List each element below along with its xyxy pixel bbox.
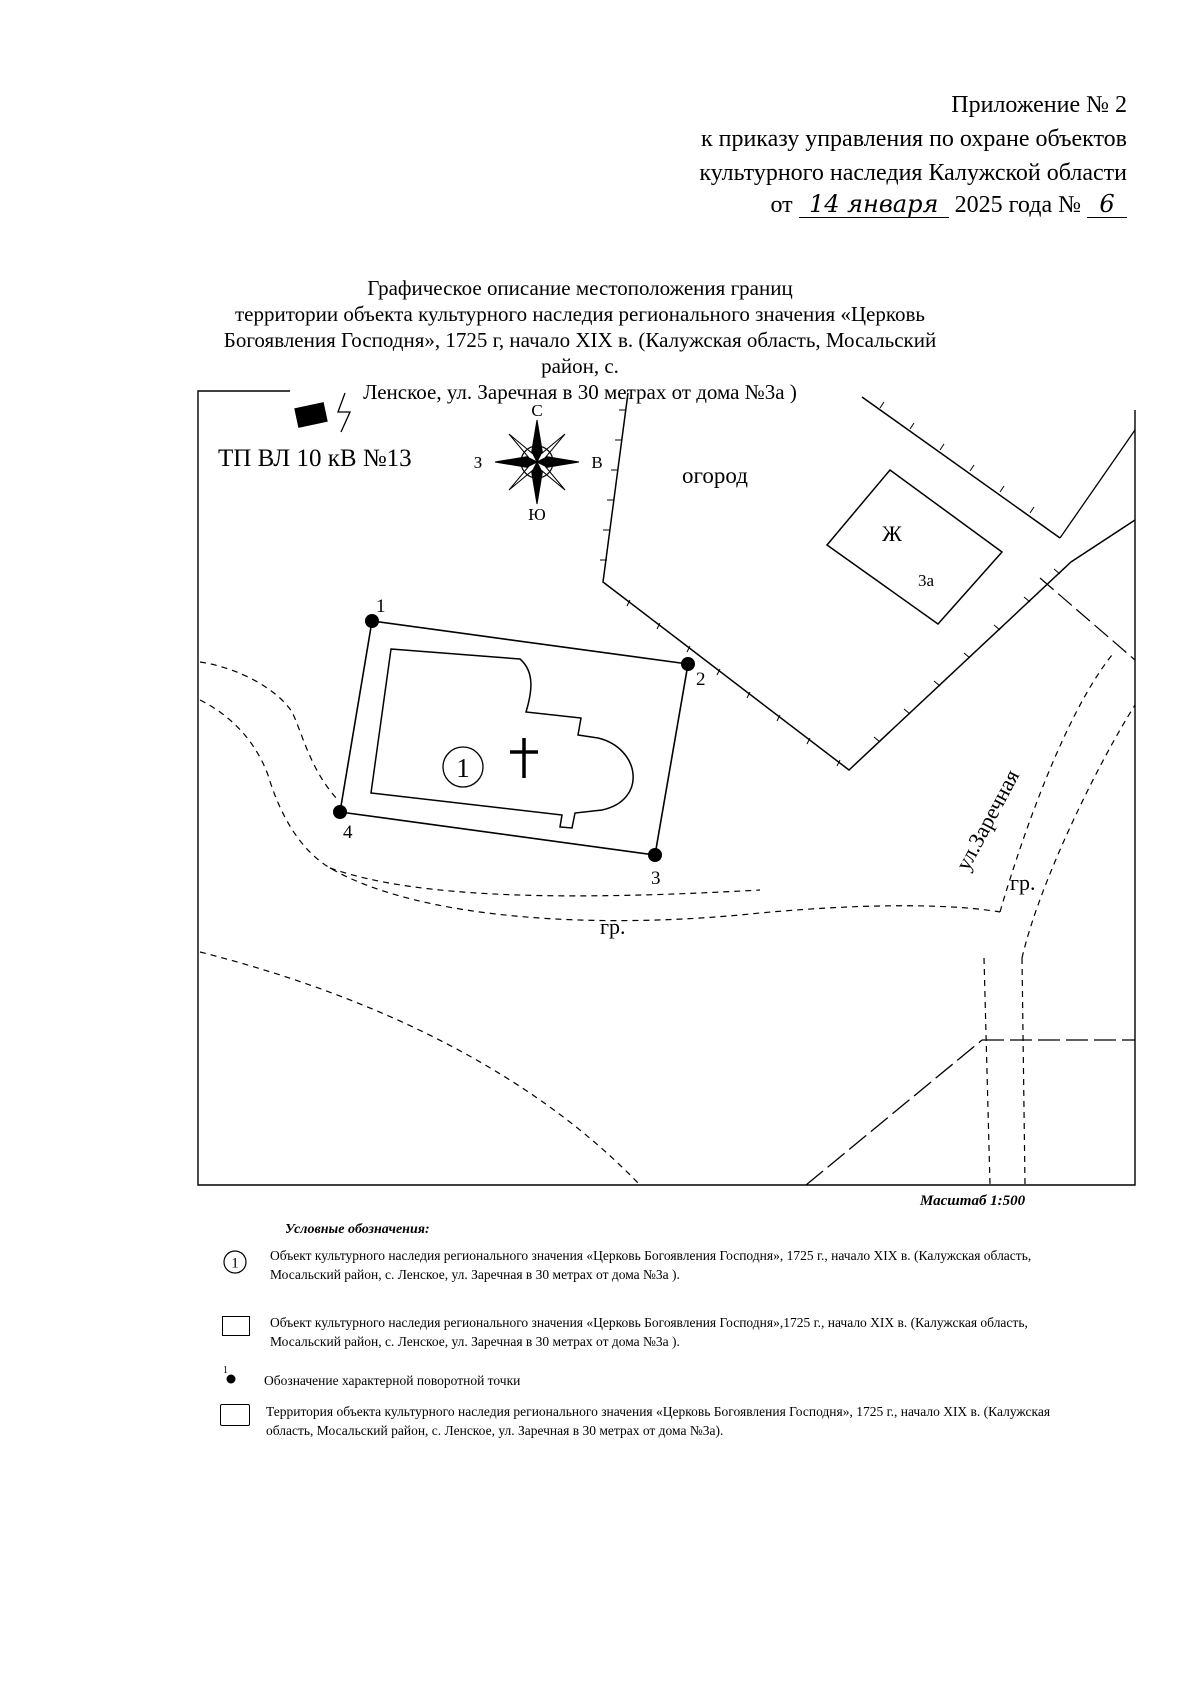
legend-heading: Условные обозначения: [285,1222,430,1237]
legend-symbol-turning-point [222,1363,242,1387]
garden-label: огород [682,463,748,488]
legend-text-3: Обозначение характерной поворотной точки [264,1373,521,1388]
cross-icon [510,738,538,778]
compass-east-label: В [591,453,603,472]
legend-point-number: 1 [223,1365,228,1376]
church-footprint [371,649,633,828]
border-label: гр. [600,914,626,939]
compass-rose-icon [495,420,579,504]
handwritten-number: 6 [1087,191,1127,218]
legend-symbol-rectangle [222,1316,250,1336]
legend-symbol-territory [220,1404,250,1426]
legend-text-1: Объект культурного наследия регионального значения «Церковь Богоявления Господня», 1725 г., начало XIX в. (Калужская область, Мосальский район, с. Ленское, ул. Заречная в 30 метрах от дома №3а ). [270,1248,1032,1282]
dash-dot-line [806,1040,1135,1185]
house-outline [827,470,1002,624]
house-label: Ж [882,521,902,546]
turning-point-4 [333,805,347,819]
substation-icon [294,393,350,432]
point-label-2: 2 [696,669,706,690]
point-label-1: 1 [376,596,386,617]
point-label-4: 4 [343,822,353,843]
handwritten-date: 14 января [799,191,949,218]
legend-text-2: Объект культурного наследия регионального значения «Церковь Богоявления Господня»,1725 г., начало XIX в. (Калужская область, Мосальский район, с. Ленское, ул. Заречная в 30 метрах от дома №3а ). [270,1315,1028,1349]
object-number: 1 [456,753,470,783]
compass-west-label: З [473,453,483,472]
dash-line [1040,578,1135,660]
appendix-title: Приложение № 2 [951,92,1127,118]
garden-fence [603,393,1135,770]
order-line-2: культурного наследия Калужской области [699,160,1127,186]
date-prefix: от [770,192,793,218]
turning-points [333,614,695,862]
substation-label: ТП ВЛ 10 кВ №13 [218,445,412,472]
point-label-3: 3 [651,868,661,889]
legend-circle-number: 1 [231,1255,239,1272]
road-lines [200,655,1135,1185]
title-line: Графическое описание местоположения границ [367,276,793,300]
territory-boundary [340,621,688,855]
legend-symbol-circle [220,1247,250,1277]
year-text: 2025 года № [954,192,1081,218]
house-number: 3а [917,571,935,590]
boundary-line [1060,430,1135,538]
street-label: ул.Заречная [950,765,1025,875]
border-label-2: гр. [1010,870,1036,895]
map-scale: Масштаб 1:500 [920,1193,1026,1209]
title-line: Богоявления Господня», 1725 г, начало XIX в. (Калужская область, Мосальский район, с. [223,328,937,378]
turning-point-2 [681,657,695,671]
legend-text-4: Территория объекта культурного наследия регионального значения «Церковь Богоявления Господня», 1725 г., начало XIX в. (Калужская область, Мосальский район, с. Ленское, ул. Заречная в 30 метрах от дома №3а). [266,1404,1051,1438]
compass-north-label: С [531,401,543,420]
order-line-1: к приказу управления по охране объектов [700,126,1127,152]
title-line: территории объекта культурного наследия регионального значения «Церковь [234,302,926,326]
turning-point-3 [648,848,662,862]
fence-ticks [600,402,1060,766]
compass-south-label: Ю [528,505,546,524]
title-line: Ленское, ул. Заречная в 30 метрах от дома №3а ) [363,380,797,404]
